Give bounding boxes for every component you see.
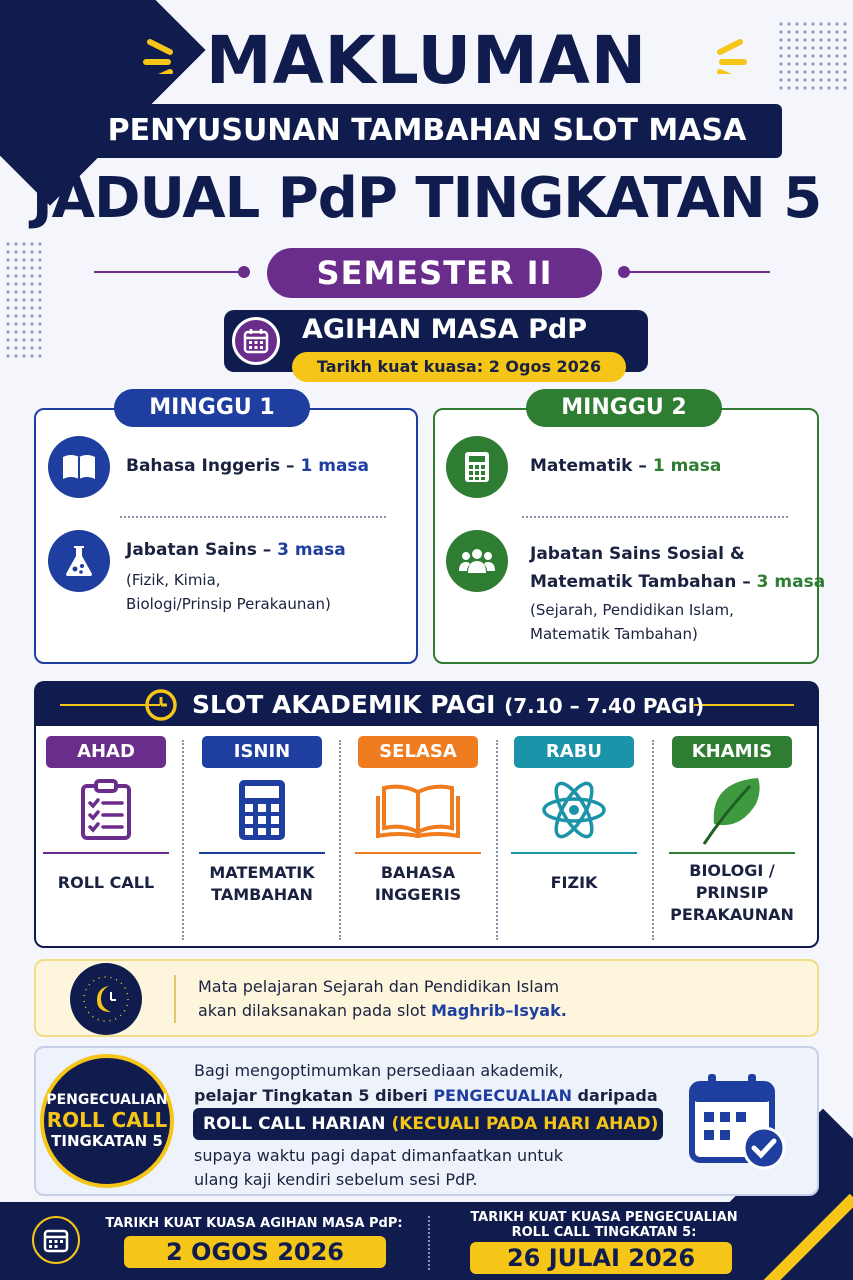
week2-label: MINGGU 2 (526, 389, 722, 427)
week1-subject-2: Jabatan Sains – 3 masa (126, 540, 346, 560)
calendar-icon (232, 317, 280, 365)
calculator-icon (446, 436, 508, 498)
footer-divider (428, 1216, 430, 1270)
day-column-isnin (186, 736, 338, 942)
divider-line (694, 704, 794, 706)
semester-badge: SEMESTER II (267, 248, 602, 298)
divider-line (620, 271, 770, 273)
day-subject: BAHASA INGGERIS (374, 863, 462, 904)
schedule-title: JADUAL PdP TINGKATAN 5 (31, 166, 822, 231)
divider (174, 975, 176, 1023)
agihan-title: AGIHAN MASA PdP (302, 314, 588, 345)
day-column-selasa (342, 736, 494, 942)
atom-icon (498, 768, 650, 852)
divider-dot (238, 266, 250, 278)
footer-right-date: 26 JULAI 2026 (470, 1242, 732, 1274)
footer-right-label: TARIKH KUAT KUASA PENGECUALIAN ROLL CALL TINGKATAN 5: (470, 1210, 738, 1240)
day-divider (43, 852, 169, 854)
day-label: KHAMIS (672, 736, 792, 768)
flask-icon (48, 530, 110, 592)
footer-left-date: 2 OGOS 2026 (124, 1236, 386, 1268)
day-divider (355, 852, 481, 854)
page-title: MAKLUMAN (205, 22, 648, 99)
slot-title: SLOT AKADEMIK PAGI (7.10 – 7.40 PAGI) (192, 690, 705, 719)
day-subject: BIOLOGI / PRINSIP PERAKAUNAN (670, 861, 794, 924)
footer-bar (0, 1202, 853, 1280)
week1-subject-1: Bahasa Inggeris – 1 masa (126, 456, 370, 476)
clipboard-icon (30, 768, 182, 852)
day-separator (652, 740, 654, 940)
day-separator (339, 740, 341, 940)
day-label: AHAD (46, 736, 166, 768)
day-column-khamis (656, 736, 808, 942)
rollcall-pill: ROLL CALL HARIAN (KECUALI PADA HARI AHAD) (193, 1108, 663, 1140)
day-divider (511, 852, 637, 854)
divider (522, 516, 788, 518)
calendar-icon (32, 1216, 80, 1264)
maghrib-text: Mata pelajaran Sejarah dan Pendidikan Islam akan dilaksanakan pada slot Maghrib–Isyak. (198, 977, 567, 1020)
users-icon (446, 530, 508, 592)
subtitle-banner: PENYUSUNAN TAMBAHAN SLOT MASA (72, 104, 782, 158)
day-label: RABU (514, 736, 634, 768)
day-subject: MATEMATIK TAMBAHAN (209, 863, 315, 904)
clock-icon (144, 688, 178, 726)
day-separator (182, 740, 184, 940)
week1-note: (Fizik, Kimia, Biologi/Prinsip Perakaunan) (126, 571, 331, 613)
day-column-ahad (30, 736, 182, 942)
rollcall-text-bottom: supaya waktu pagi dapat dimanfaatkan untuk ulang kaji kendiri sebelum sesi PdP. (194, 1146, 564, 1189)
week1-label: MINGGU 1 (114, 389, 310, 427)
day-label: SELASA (358, 736, 478, 768)
footer-left-label: TARIKH KUAT KUASA AGIHAN MASA PdP: (105, 1216, 403, 1231)
day-column-rabu (498, 736, 650, 942)
rollcall-text-top: Bagi mengoptimumkan persediaan akademik, pelajar Tingkatan 5 diberi PENGECUALIAN daripada (194, 1061, 658, 1105)
divider-dot (618, 266, 630, 278)
slot-header (34, 681, 819, 729)
week2-subject-1: Matematik – 1 masa (530, 456, 722, 476)
moon-clock-icon (70, 963, 142, 1035)
day-label: ISNIN (202, 736, 322, 768)
day-divider (669, 852, 795, 854)
dot-pattern (4, 240, 44, 360)
open-book-icon (342, 768, 494, 852)
day-divider (199, 852, 325, 854)
day-subject: FIZIK (550, 873, 598, 892)
week2-note: (Sejarah, Pendidikan Islam, Matematik Tambahan) (530, 601, 734, 643)
divider (120, 516, 386, 518)
divider-line (94, 271, 244, 273)
book-icon (48, 436, 110, 498)
calendar-check-icon (688, 1072, 788, 1176)
calculator-icon (186, 768, 338, 852)
week2-subject-2: Jabatan Sains Sosial & Matematik Tambahan – 3 masa (530, 544, 826, 592)
day-subject: ROLL CALL (57, 873, 155, 892)
leaf-icon (656, 768, 808, 852)
effective-date: Tarikh kuat kuasa: 2 Ogos 2026 (292, 352, 626, 382)
maghrib-notice (34, 959, 819, 1037)
pengecualian-badge: PENGECUALIAN ROLL CALL TINGKATAN 5 (40, 1054, 174, 1188)
